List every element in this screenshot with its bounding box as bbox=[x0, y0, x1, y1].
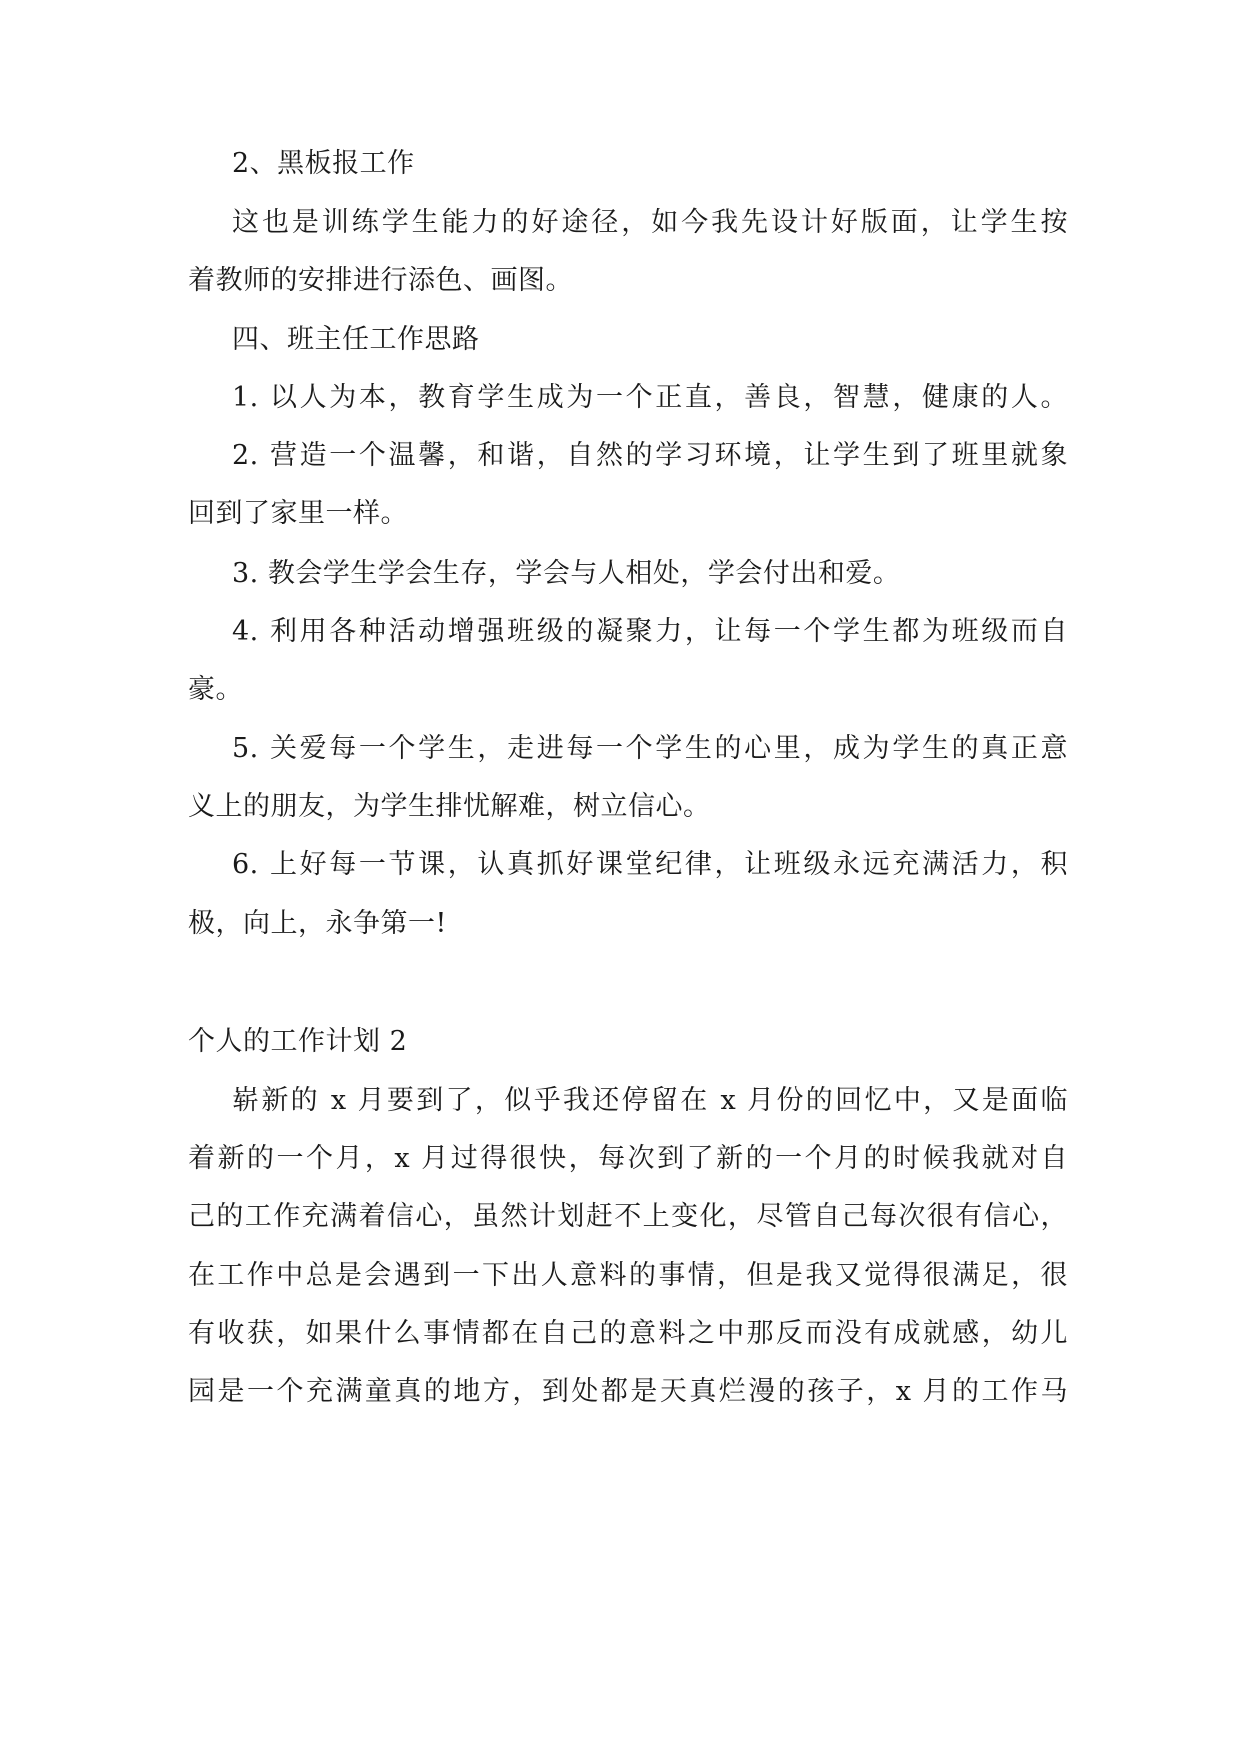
section-heading-blackboard: 2、黑板报工作 bbox=[232, 148, 415, 179]
paragraph-line: 着新的一个月，x 月过得很快，每次到了新的一个月的时候我就对自 bbox=[188, 1143, 1068, 1174]
list-item-continuation: 极，向上，永争第一! bbox=[188, 908, 447, 939]
section-title: 个人的工作计划 2 bbox=[188, 1026, 408, 1057]
section-heading-ideas: 四、班主任工作思路 bbox=[232, 324, 480, 355]
paragraph-line: 有收获，如果什么事情都在自己的意料之中那反而没有成就感，幼儿 bbox=[188, 1318, 1068, 1349]
list-item: 3. 教会学生学会生存，学会与人相处，学会付出和爱。 bbox=[232, 558, 901, 589]
paragraph-line: 着教师的安排进行添色、画图。 bbox=[188, 265, 573, 296]
paragraph-line: 园是一个充满童真的地方，到处都是天真烂漫的孩子，x 月的工作马 bbox=[188, 1376, 1068, 1407]
list-item: 6. 上好每一节课，认真抓好课堂纪律，让班级永远充满活力，积 bbox=[232, 849, 1068, 880]
list-item: 1. 以人为本，教育学生成为一个正直，善良，智慧，健康的人。 bbox=[232, 382, 1068, 413]
list-item-continuation: 回到了家里一样。 bbox=[188, 498, 408, 529]
list-item-continuation: 义上的朋友，为学生排忧解难，树立信心。 bbox=[188, 791, 711, 822]
list-item: 4. 利用各种活动增强班级的凝聚力，让每一个学生都为班级而自 bbox=[232, 616, 1068, 647]
list-item: 5. 关爱每一个学生，走进每一个学生的心里，成为学生的真正意 bbox=[232, 733, 1068, 764]
paragraph-line: 己的工作充满着信心，虽然计划赶不上变化，尽管自己每次很有信心， bbox=[188, 1201, 1068, 1232]
paragraph-line: 崭新的 x 月要到了，似乎我还停留在 x 月份的回忆中，又是面临 bbox=[232, 1085, 1068, 1116]
list-item: 2. 营造一个温馨，和谐，自然的学习环境，让学生到了班里就象 bbox=[232, 440, 1068, 471]
list-item-continuation: 豪。 bbox=[188, 674, 243, 705]
paragraph-line: 在工作中总是会遇到一下出人意料的事情，但是我又觉得很满足，很 bbox=[188, 1260, 1068, 1291]
paragraph-line: 这也是训练学生能力的好途径，如今我先设计好版面，让学生按 bbox=[232, 207, 1068, 238]
